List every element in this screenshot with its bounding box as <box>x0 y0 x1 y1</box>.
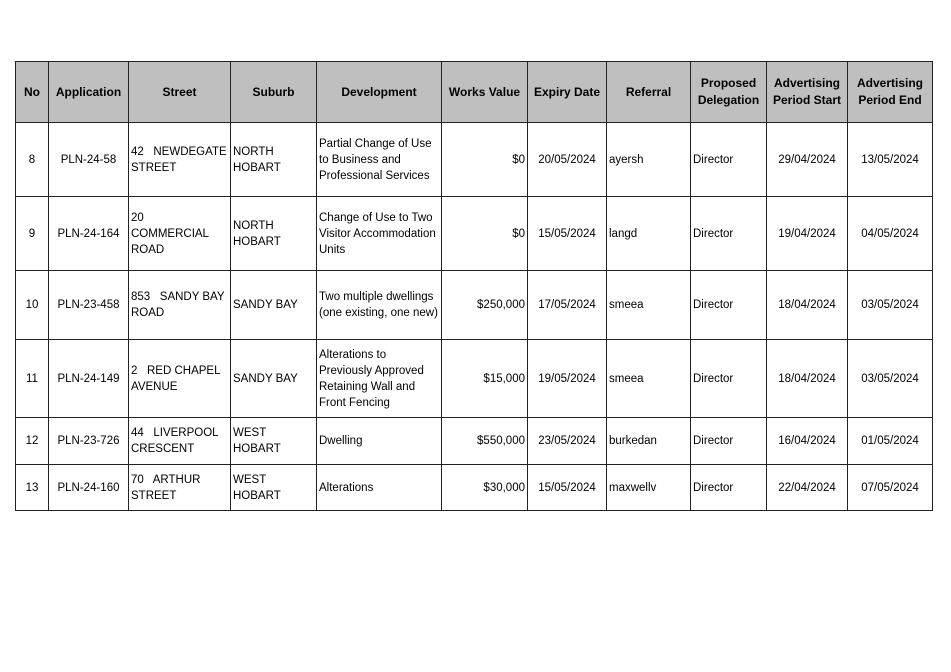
cell-application: PLN-24-58 <box>49 123 129 197</box>
cell-expiry-date: 20/05/2024 <box>528 123 607 197</box>
cell-development: Alterations <box>317 465 442 511</box>
cell-development: Dwelling <box>317 418 442 465</box>
applications-table <box>15 61 933 511</box>
cell-advertising-period-start: 19/04/2024 <box>767 197 848 271</box>
cell-proposed-delegation: Director <box>691 271 767 340</box>
cell-works-value: $0 <box>442 123 528 197</box>
cell-works-value: $250,000 <box>442 271 528 340</box>
table-row <box>16 123 933 197</box>
cell-advertising-period-start: 22/04/2024 <box>767 465 848 511</box>
cell-advertising-period-end: 01/05/2024 <box>848 418 933 465</box>
header-referral: Referral <box>607 62 691 123</box>
cell-suburb: WEST HOBART <box>231 418 317 465</box>
table-row <box>16 340 933 418</box>
cell-advertising-period-start: 18/04/2024 <box>767 271 848 340</box>
header-proposed-delegation: Proposed Delegation <box>691 62 767 123</box>
cell-works-value: $550,000 <box>442 418 528 465</box>
header-street: Street <box>129 62 231 123</box>
header-advertising-period-end: Advertising Period End <box>848 62 933 123</box>
cell-referral: smeea <box>607 271 691 340</box>
table-row <box>16 271 933 340</box>
cell-advertising-period-end: 13/05/2024 <box>848 123 933 197</box>
cell-works-value: $30,000 <box>442 465 528 511</box>
cell-street: 853 SANDY BAY ROAD <box>129 271 231 340</box>
cell-advertising-period-end: 07/05/2024 <box>848 465 933 511</box>
cell-no: 11 <box>16 340 49 418</box>
cell-development: Two multiple dwellings (one existing, one new) <box>317 271 442 340</box>
table-row <box>16 465 933 511</box>
cell-works-value: $0 <box>442 197 528 271</box>
cell-no: 13 <box>16 465 49 511</box>
cell-advertising-period-end: 03/05/2024 <box>848 271 933 340</box>
cell-suburb: WEST HOBART <box>231 465 317 511</box>
cell-suburb: NORTH HOBART <box>231 123 317 197</box>
cell-proposed-delegation: Director <box>691 123 767 197</box>
table-row <box>16 197 933 271</box>
table-row <box>16 418 933 465</box>
cell-development: Change of Use to Two Visitor Accommodation Units <box>317 197 442 271</box>
cell-suburb: SANDY BAY <box>231 340 317 418</box>
cell-referral: maxwellv <box>607 465 691 511</box>
cell-street: 70 ARTHUR STREET <box>129 465 231 511</box>
cell-advertising-period-start: 18/04/2024 <box>767 340 848 418</box>
cell-proposed-delegation: Director <box>691 418 767 465</box>
cell-development: Partial Change of Use to Business and Professional Services <box>317 123 442 197</box>
cell-referral: ayersh <box>607 123 691 197</box>
cell-suburb: SANDY BAY <box>231 271 317 340</box>
cell-application: PLN-24-160 <box>49 465 129 511</box>
cell-proposed-delegation: Director <box>691 465 767 511</box>
cell-referral: burkedan <box>607 418 691 465</box>
header-development: Development <box>317 62 442 123</box>
cell-expiry-date: 23/05/2024 <box>528 418 607 465</box>
header-advertising-period-start: Advertising Period Start <box>767 62 848 123</box>
cell-advertising-period-start: 29/04/2024 <box>767 123 848 197</box>
table-header-row <box>16 62 933 123</box>
cell-expiry-date: 19/05/2024 <box>528 340 607 418</box>
cell-proposed-delegation: Director <box>691 340 767 418</box>
cell-proposed-delegation: Director <box>691 197 767 271</box>
cell-street: 42 NEWDEGATE STREET <box>129 123 231 197</box>
cell-application: PLN-23-726 <box>49 418 129 465</box>
cell-street: 2 RED CHAPEL AVENUE <box>129 340 231 418</box>
cell-advertising-period-start: 16/04/2024 <box>767 418 848 465</box>
cell-street: 44 LIVERPOOL CRESCENT <box>129 418 231 465</box>
header-no: No <box>16 62 49 123</box>
cell-application: PLN-24-164 <box>49 197 129 271</box>
cell-advertising-period-end: 04/05/2024 <box>848 197 933 271</box>
cell-no: 9 <box>16 197 49 271</box>
cell-works-value: $15,000 <box>442 340 528 418</box>
cell-no: 8 <box>16 123 49 197</box>
cell-no: 12 <box>16 418 49 465</box>
header-expiry-date: Expiry Date <box>528 62 607 123</box>
cell-referral: smeea <box>607 340 691 418</box>
cell-street: 20 COMMERCIAL ROAD <box>129 197 231 271</box>
cell-application: PLN-23-458 <box>49 271 129 340</box>
cell-expiry-date: 15/05/2024 <box>528 465 607 511</box>
cell-development: Alterations to Previously Approved Retaining Wall and Front Fencing <box>317 340 442 418</box>
header-suburb: Suburb <box>231 62 317 123</box>
cell-referral: langd <box>607 197 691 271</box>
cell-expiry-date: 17/05/2024 <box>528 271 607 340</box>
cell-expiry-date: 15/05/2024 <box>528 197 607 271</box>
cell-suburb: NORTH HOBART <box>231 197 317 271</box>
cell-no: 10 <box>16 271 49 340</box>
header-works-value: Works Value <box>442 62 528 123</box>
header-application: Application <box>49 62 129 123</box>
cell-advertising-period-end: 03/05/2024 <box>848 340 933 418</box>
cell-application: PLN-24-149 <box>49 340 129 418</box>
